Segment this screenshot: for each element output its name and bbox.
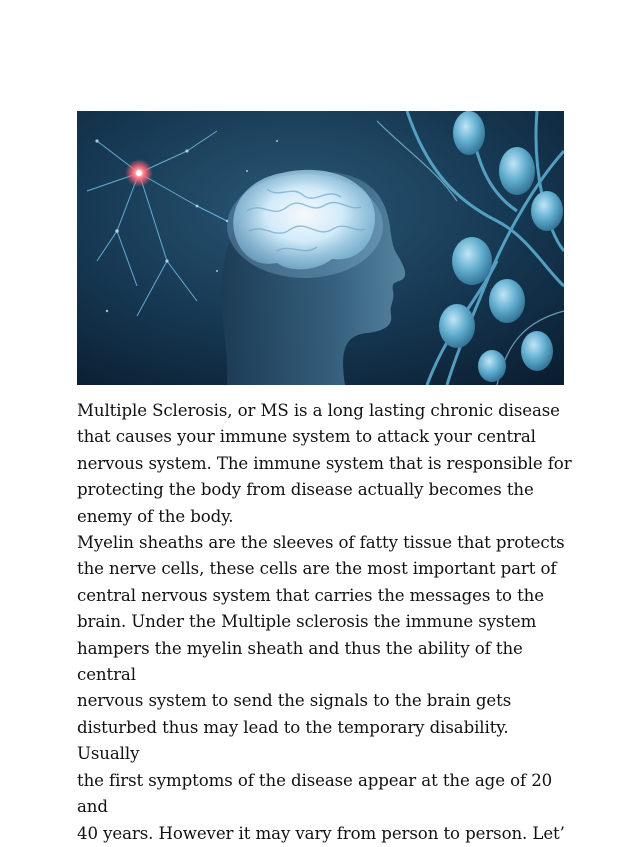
text-line: enemy of the body.	[77, 506, 234, 526]
text-line: hampers the myelin sheath and thus the ability of the central	[77, 638, 523, 685]
paragraph	[77, 530, 572, 847]
text-line: central nervous system that carries the messages to the	[77, 585, 544, 605]
text-line: the nerve cells, these cells are the most important part of	[77, 559, 557, 579]
text-line: Multiple Sclerosis, or MS is a long lasting chronic disease	[77, 401, 560, 420]
text-line: Myelin sheaths are the sleeves of fatty tissue that protects	[77, 533, 565, 553]
text-line: the first symptoms of the disease appear at the age of 20 and	[77, 770, 553, 817]
text-line: brain. Under the Multiple sclerosis the immune system	[77, 612, 537, 632]
text-line: nervous system. The immune system that is responsible for	[77, 453, 572, 473]
text-line: disturbed thus may lead to the temporary disability. Usually	[77, 717, 509, 764]
text-line: nervous system to send the signals to the brain gets	[77, 691, 512, 711]
text-line: 40 years. However it may vary from person to person. Let’	[77, 823, 565, 843]
brain-neuron-icon	[77, 111, 564, 385]
text-line: that causes your immune system to attack your central	[77, 427, 536, 447]
brain-neuron-illustration	[77, 111, 564, 385]
article-body	[77, 398, 572, 847]
text-line: protecting the body from disease actually becomes the	[77, 480, 534, 500]
paragraph	[77, 398, 572, 530]
